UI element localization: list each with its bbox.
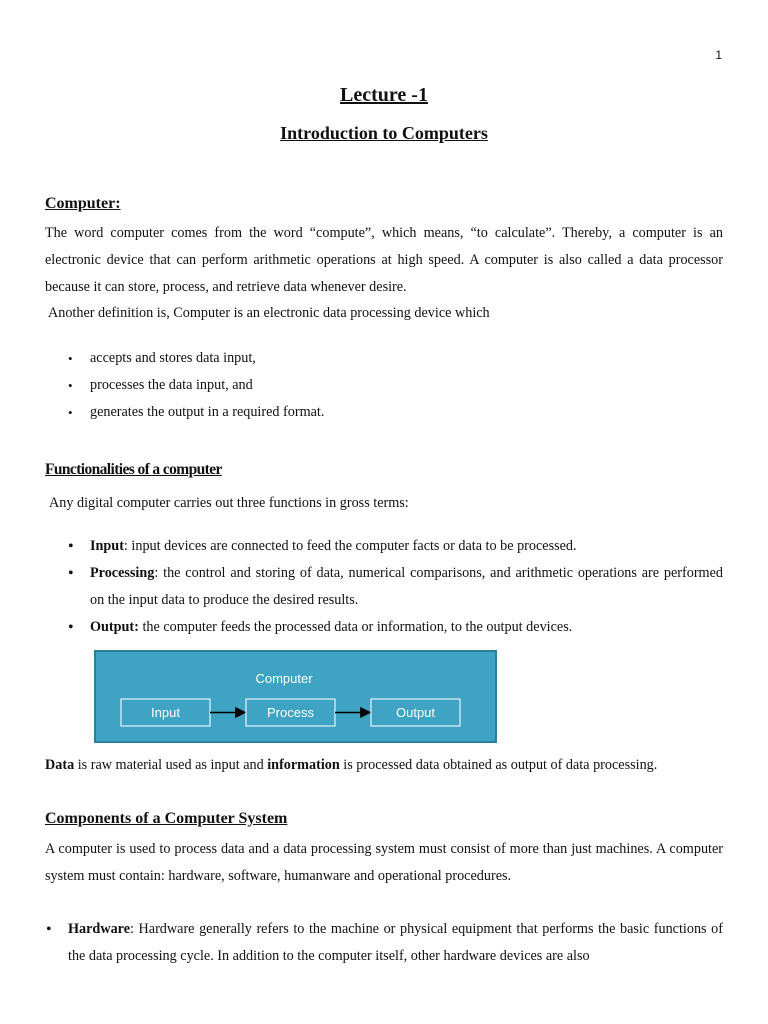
- text: is raw material used as input and: [74, 757, 268, 773]
- components-paragraph: A computer is used to process data and a data processing system must consist of more than just machines. A computer system must contain: hardware, software, humanware and operational procedures.: [45, 841, 723, 884]
- list-item: • accepts and stores data input,: [68, 345, 723, 372]
- list-item-hardware: [46, 916, 723, 970]
- computer-diagram: [94, 650, 497, 743]
- lecture-subtitle: Introduction to Computers: [280, 123, 488, 143]
- data-information-line: [45, 757, 657, 774]
- components-list: [46, 916, 723, 970]
- list-item: • generates the output in a required format.: [68, 399, 723, 426]
- description: : input devices are connected to feed the computer facts or data to be processed.: [123, 538, 577, 554]
- computer-heading: Computer:: [45, 195, 121, 212]
- list-item-output: [68, 614, 723, 641]
- description: : Hardware generally refers to the machine or physical equipment that performs the basic functions of the data processing cycle. In addition to the computer itself, other hardware devices are also: [68, 921, 723, 964]
- components-heading: Components of a Computer System: [45, 810, 288, 827]
- list-item-processing: [68, 560, 723, 614]
- computer-definition: Another definition is, Computer is an electronic data processing device which: [48, 305, 490, 321]
- term: Input: [90, 538, 124, 554]
- term: Hardware: [68, 921, 130, 937]
- computer-paragraph: The word computer comes from the word “compute”, which means, “to calculate”. Thereby, a computer is an electronic device that can perform arithmetic operations at high speed. A computer is also called a data processor because it can store, process, and retrieve data whenever desire.: [45, 225, 723, 295]
- box-process-label: Process: [267, 705, 314, 720]
- list-item-input: [68, 533, 723, 560]
- page-number: 1: [715, 48, 722, 62]
- term-data: Data: [45, 757, 75, 773]
- functionalities-heading: Functionalities of a computer: [45, 461, 222, 478]
- functionalities-list: [68, 533, 723, 641]
- functionalities-intro: Any digital computer carries out three functions in gross terms:: [49, 495, 409, 511]
- description: : the control and storing of data, numerical comparisons, and arithmetic operations are performed on the input data to produce the desired results.: [90, 565, 723, 608]
- term: Processing: [90, 565, 155, 581]
- term: Output:: [90, 619, 139, 635]
- list-item: • processes the data input, and: [68, 372, 723, 399]
- diagram-background: [95, 651, 496, 742]
- box-output-label: Output: [395, 705, 436, 720]
- description: the computer feeds the processed data or information, to the output devices.: [138, 619, 573, 635]
- box-input-label: Input: [151, 705, 180, 720]
- computer-bullets: [68, 345, 723, 426]
- diagram-label: Computer: [255, 671, 313, 686]
- text: is processed data obtained as output of data processing.: [339, 757, 658, 773]
- term-information: information: [267, 757, 340, 773]
- lecture-title: Lecture -1: [340, 84, 428, 106]
